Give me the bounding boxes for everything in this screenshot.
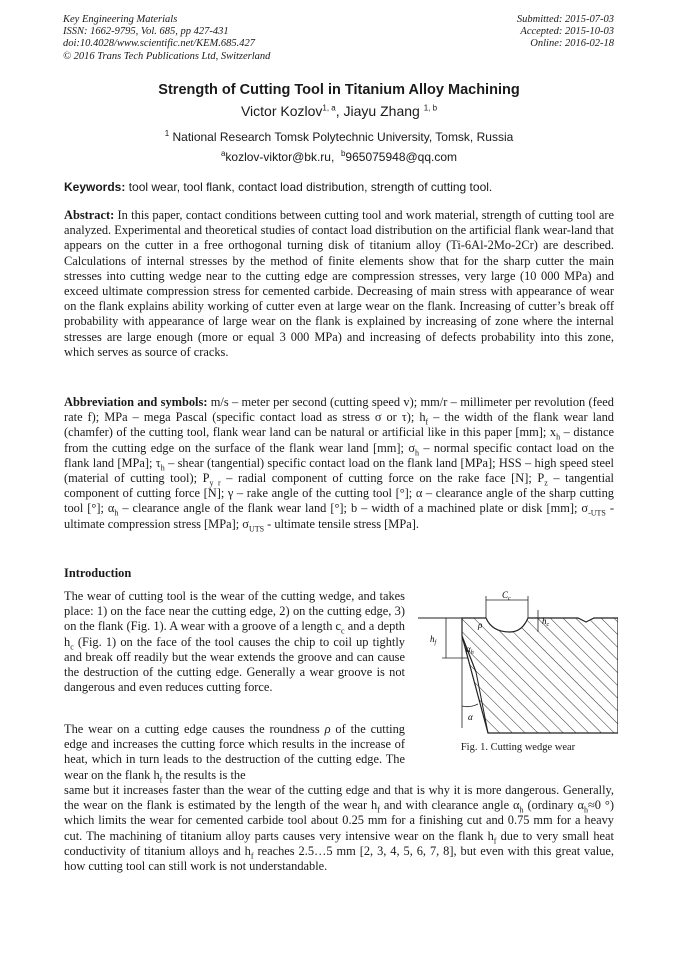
keywords-text: tool wear, tool flank, contact load distribution, strength of cutting tool.	[125, 180, 493, 194]
submitted-date: Submitted: 2015-07-03	[516, 14, 614, 25]
intro-paragraph-3	[64, 783, 614, 874]
tool-body	[462, 618, 618, 733]
intro-rho: ρ	[324, 722, 331, 736]
keywords-label: Keywords:	[64, 180, 126, 194]
intro-sub: c	[341, 626, 345, 636]
affiliation-number: 1	[164, 129, 170, 138]
abbrev-text: – tangential component of cutting force [N]; γ – rake angle of the cutting tool [°]; α – clearance angle of the sharp cutting tool [°]; α	[64, 471, 615, 516]
intro-sub: h	[519, 805, 524, 815]
abstract-label: Abstract:	[64, 208, 115, 222]
cutting-wedge-figure	[418, 588, 618, 768]
intro-text: The wear on a cutting edge causes the roundness	[64, 722, 325, 736]
abbrev-sub: UTS	[248, 524, 265, 534]
author-2: Jiayu Zhang	[343, 103, 424, 119]
online-date: Online: 2016-02-18	[530, 38, 614, 50]
author-1: Victor Kozlov	[240, 103, 323, 119]
figure-caption: Fig. 1. Cutting wedge wear	[460, 742, 576, 753]
email-b[interactable]: 965075948@qq.com	[345, 150, 458, 164]
intro-text: (ordinary α	[523, 798, 584, 813]
abstract	[64, 208, 614, 360]
abbrev-text: – distance from the cutting edge on the surface of the flank wear land [mm]; σ	[64, 425, 614, 455]
intro-text: The wear of cutting tool is the wear of the cutting wedge, and takes place: 1) on the face near the cutting edge, 2) on the cutting edge, 3) on the flank (Fig. 1). A wear with a groove of a length c	[64, 589, 405, 634]
cc-label: $C_c$	[502, 590, 511, 602]
intro-sub: f	[493, 836, 497, 846]
email-line	[0, 150, 678, 164]
abbrev-sub: h	[114, 508, 119, 518]
intro-sub: h	[583, 805, 588, 815]
abbrev-text: m/s – meter per second (cutting speed v); mm/r – millimeter per revolution (feed rate f); MPa – mega Pascal (specific contact load as stress σ or τ); h	[64, 395, 614, 425]
intro-text: same but it increases faster than the wear of the cutting edge and that is why it is more dangerous. Generally, the wear on the flank is estimated by the length of the wear h	[64, 783, 614, 813]
author-1-affil: 1, a	[322, 103, 336, 113]
intro-sub: f	[250, 851, 254, 861]
paper-title: Strength of Cutting Tool in Titanium Alloy Machining	[158, 82, 520, 98]
affiliation-text: National Research Tomsk Polytechnic University, Tomsk, Russia	[169, 130, 514, 144]
abbrev-sub: h	[415, 448, 419, 458]
abbreviations	[64, 395, 614, 532]
abbrev-text: - ultimate tensile stress [MPa].	[264, 516, 419, 531]
keywords	[64, 180, 616, 194]
accepted-date: Accepted: 2015-10-03	[520, 26, 614, 38]
alpha-h-label: $\alpha_h$	[466, 644, 474, 656]
intro-paragraph-2	[64, 722, 405, 783]
abstract-text: In this paper, contact conditions between cutting tool and work material, strength of cutting tool are analyzed. Experimental and theoretical studies of contact load distribution on the artificial flank wear-land that appears on the cutter in a free orthogonal turning disk of titanium alloy (Ti-6Al-2Mo-2Cr) are described. Calculations of internal stresses by the method of finite elements show that for the sharp cutter the main stresses into cutting wedge near to the cutting edge are compression stresses, very large (10 000 MPa) and exceed ultimate compression stress for cemented carbide. Decreasing of main stress with appearance of wear on the flank explains ability working of cutter even at large wear on the flank. Increasing of cutter’s break off probability with appearance of large wear on the flank is explained by increasing of zone where the internal stresses are large enough (more or equal 3 000 MPa) and increasing of defects probability into this zone, which serves as source of cracks.	[64, 208, 614, 359]
hc-label: $h_c$	[542, 616, 550, 628]
abbreviations-label: Abbreviation and symbols:	[64, 395, 208, 409]
abbrev-text: – normal specific contact load on the flank land [MPa]; τ	[64, 440, 614, 470]
affiliation	[0, 130, 678, 144]
intro-text: and with clearance angle α	[379, 798, 520, 813]
intro-sub: f	[159, 775, 163, 785]
abbrev-text: - ultimate compression stress [MPa]; σ	[64, 501, 614, 531]
intro-sub: f	[377, 805, 380, 815]
issn-line: ISSN: 1662-9795, Vol. 685, pp 427-431	[63, 26, 229, 38]
intro-paragraph-1	[64, 589, 405, 695]
intro-sub: c	[70, 642, 74, 652]
rho-label: ρ	[478, 620, 483, 630]
journal-info	[63, 14, 270, 63]
intro-text: the results is the	[162, 767, 246, 782]
abbrev-sub: z	[544, 478, 548, 488]
abbrev-text: – shear (tangential) specific contact load on the flank land [MPa]; HSS – high speed steel (material of cutting tool); P	[64, 455, 614, 486]
intro-text: due to very small heat conductivity of titanium alloys and h	[64, 828, 614, 858]
email-a-marker: a	[220, 149, 226, 158]
abbrev-text: – radial component of cutting force on the rake face [N]; P	[220, 471, 545, 486]
doi-line: doi:10.4028/www.scientific.net/KEM.685.427	[63, 38, 255, 50]
alpha-label: α	[468, 712, 473, 722]
author-separator: ,	[335, 103, 344, 119]
abbrev-sub: y r	[209, 478, 221, 488]
abbrev-sub: f	[425, 417, 429, 427]
intro-text: (Fig. 1) on the face of the tool causes the chip to coil up tightly and break off readily but the wear extends the groove and can cause the destruction of the cutting edge. Generally a wear groove is not dangerous and even reduces cutting force.	[64, 634, 405, 695]
abbrev-sub: -UTS	[588, 508, 606, 518]
author-2-affil: 1, b	[423, 103, 438, 113]
section-heading-introduction: Introduction	[64, 566, 132, 580]
email-a[interactable]: kozlov-viktor@bk.ru,	[225, 150, 335, 164]
hf-label: $h_f$	[430, 634, 437, 646]
author-list	[0, 103, 678, 119]
copyright-line: © 2016 Trans Tech Publications Ltd, Switzerland	[63, 50, 271, 62]
submission-dates	[517, 14, 614, 51]
alpha-arc	[462, 704, 478, 707]
intro-text: and a depth h	[64, 619, 405, 649]
intro-text: of the cutting edge and increases the cutting force which results in the increase of heat, which in turn leads to the destruction of the cutting edge. The wear on the flank h	[64, 722, 405, 782]
intro-text: ≈0 °) which limits the wear for cemented carbide tool about 0.25 mm for a finishing cut and 0.75 mm for a heavy cut. The machining of titanium alloy parts causes very intensive wear on the flank h	[64, 798, 614, 843]
email-b-marker: b	[340, 149, 346, 158]
abbrev-sub: h	[160, 463, 165, 473]
journal-name: Key Engineering Materials	[63, 14, 178, 25]
abbrev-text: – the width of the flank wear land (chamfer) of the cutting tool, flank wear land can be natural or artificial like in this paper [mm]; x	[64, 410, 614, 440]
abbrev-text: – clearance angle of the flank wear land [°]; b – width of a machined plate or disk [mm]; σ	[118, 501, 589, 516]
abbrev-sub: h	[556, 432, 561, 442]
intro-text: reaches 2.5…5 mm [2, 3, 4, 5, 6, 7, 8], but even with this great value, how cutting tool can still work is not understandable.	[64, 843, 614, 874]
